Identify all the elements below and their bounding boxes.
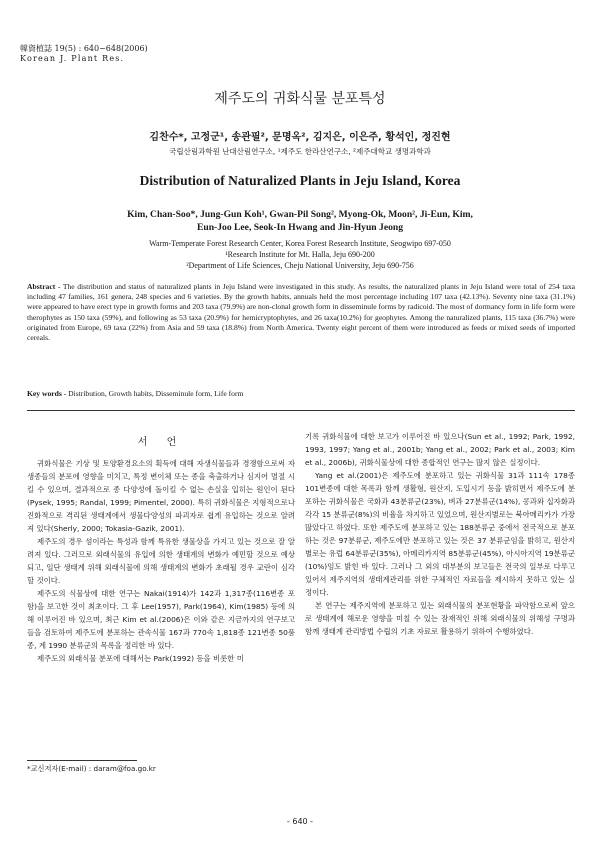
paragraph: 기록 귀화식물에 대한 보고가 이루어진 바 있으나(Sun et al., 1992; Park, 1992, 1993, 1997; Yang et al., 2001b; Yang et al., 2002; Park et al., 2003; Kim et al., 2006b), 귀화식물상에 대한 종합적인 연구는 많지 않은 실정이다. xyxy=(305,432,575,467)
affiliation-2: ¹Research Institute for Mt. Halla, Jeju 690-200 xyxy=(225,250,375,259)
paragraph: 제주도의 경우 섬이라는 특성과 함께 특유한 생물상을 가지고 있는 것으로 잘 알려져 있다. 그러므로 외래식물의 유입에 의한 생태계의 변화가 예민할 것으로 예상되고, 일단 생태계 위해 외래식물에 의해 생태계의 변화가 초래될 경우 교란이 심각할 것이다. xyxy=(27,537,295,585)
english-authors-line-2: Eun-Joo Lee, Seok-In Hwang and Jin-Hyun Jeong xyxy=(196,222,404,233)
english-authors xyxy=(80,208,520,234)
journal-name: Korean J. Plant Res. xyxy=(20,54,125,63)
affiliation-3: ²Department of Life Sciences, Cheju National University, Jeju 690-756 xyxy=(186,261,414,270)
section-divider xyxy=(27,410,575,411)
page-number: - 640 - xyxy=(286,817,314,826)
keywords-text: - Distribution, Growth habits, Disseminule form, Life form xyxy=(61,389,244,398)
right-column xyxy=(305,430,575,638)
paragraph: Yang et al.(2001)은 제주도에 분포하고 있는 귀화식물 31과 111속 178종 101변종에 대한 목록과 함께 생활형, 원산지, 도입시기 등을 밝히면서 제주도에 분포하는 귀화식물은 국화과 43분류군(23%), 벼과 27분류군(14%), 콩과와 십자화과 각각 15 분류군(8%)의 비율을 차지하고 있었으며, 원산지별로는 북아메리카가 가장 많았다고 하였다. 또한 제주도에 분포하고 있는 188분류군 중에서 전국적으로 분포하는 것은 97분류군, 제주도에만 분포하고 있는 것은 37 분류군임을 밝히고, 원산지별로는 유럽 64분류군(35%), 아메리카지역 85분류군(45%), 아시아지역 19분류군(10%)임도 밝힌 바 있다. 그러나 그 외의 대부분의 보고들은 전국의 일부로 다루고 있어서 제주지역의 생태계관리를 위한 구체적인 자료들을 제시하지 못하고 있는 실정이다. xyxy=(305,471,575,597)
english-title: Distribution of Naturalized Plants in Jeju Island, Korea xyxy=(139,173,461,188)
section-heading: 서 언 xyxy=(137,437,185,448)
keywords-label: Key words xyxy=(27,389,62,398)
english-affiliations xyxy=(0,238,600,271)
english-authors-line-1: Kim, Chan-Soo*, Jung-Gun Koh¹, Gwan-Pil Song², Myong-Ok, Moon², Ji-Eun, Kim, xyxy=(127,209,473,220)
keywords xyxy=(27,389,575,398)
corresponding-author-footnote: *교신저자(E-mail) : daram@foa.go.kr xyxy=(27,764,156,773)
paragraph: 제주도의 식물상에 대한 연구는 Nakai(1914)가 142과 1,317종(116변종 포함)을 보고한 것이 최초이다. 그 후 Lee(1957), Park(1964), Kim(1985) 등에 의해 이루어진 바 있으며, 최근 Kim et al.(2006)은 이와 같은 지금까지의 연구보고들을 검토하여 제주도에 분포하는 관속식물 167과 770속 1,818종 121변종 50품종, 계 1990 분류군의 목록을 정리한 바 있다. xyxy=(27,589,295,650)
affiliation-1: Warm-Temperate Forest Research Center, Korea Forest Research Institute, Seogwipo 697-050 xyxy=(149,239,451,248)
paragraph: 제주도의 외래식물 분포에 대해서는 Park(1992) 등을 비롯한 미 xyxy=(37,654,244,663)
korean-affiliations: 국립산림과학원 난대산림연구소, ¹제주도 한라산연구소, ²제주대학교 생명과학과 xyxy=(169,147,431,156)
journal-header xyxy=(20,44,148,64)
korean-title: 제주도의 귀화식물 분포특성 xyxy=(214,91,386,107)
footnote-divider xyxy=(27,760,137,761)
left-column xyxy=(27,457,295,665)
abstract xyxy=(27,282,575,343)
abstract-label: Abstract xyxy=(27,282,56,291)
paragraph: 귀화식물은 기상 및 토양환경요소의 획득에 대해 자생식물들과 경쟁함으로써 자생종들의 분포에 영향을 미치고, 특정 변이체 또는 종을 축출하거나 심지어 멸절 시킬 수 있으며, 결과적으로 종 다양성에 돌이킬 수 없는 손실을 입히는 원인이 된다(Pysek, 1995; Randal, 1999; Pimentel, 2000). 특히 귀화식물은 지형적으로나 진화적으로 격리된 생태계에서 생물다양성의 파괴자로 쉽게 유입하는 것으로 알려져 있다(Sherly, 2000; Tokasia-Gazik, 2001). xyxy=(27,459,295,533)
korean-authors: 김찬수*, 고정군¹, 송관필², 문명옥², 김지은, 이은주, 황석인, 정진현 xyxy=(149,132,451,143)
paragraph: 본 연구는 제주지역에 분포하고 있는 외래식물의 분포현황을 파악함으로써 앞으로 생태계에 해로운 영향을 미칠 수 있는 잠재적인 위해 외래식물의 위해성 구명과 함께 생태계 관리방법 수립의 기초 자료로 활용하기 위하여 수행하였다. xyxy=(305,601,575,636)
abstract-text: - The distribution and status of naturalized plants in Jeju Island were investigated in this study. As results, the naturalized plants in Jeju Island were total of 254 taxa including 47 families, 161 genera, 248 species and 6 varieties. By the growth habits, annuals held the most percentage including 107 taxa (42.13%). Seventy nine taxa (31.1%) were appeared to have erect type in growth forms and 203 taxa (79.9%) are non-clonal growth form in disseminule forms by radicoid. The most of dormancy form in life form were therophytes as 150 taxa (59%), and following as 53 taxa (20.9%) for hemicryptophytes, and 26 taxa(10.2%) for geophytes. Among the naturalized plants, 115 taxa (36.7%) were originated from Europe, 69 taxa (22%) from Asia and 59 taxa (18.8%) from North America. Twenty eight percent of them were introduced as feeds or mixed seeds of imported cereals. xyxy=(27,282,575,343)
journal-citation: 韓資植誌 19(5) : 640~648(2006) xyxy=(20,44,148,53)
